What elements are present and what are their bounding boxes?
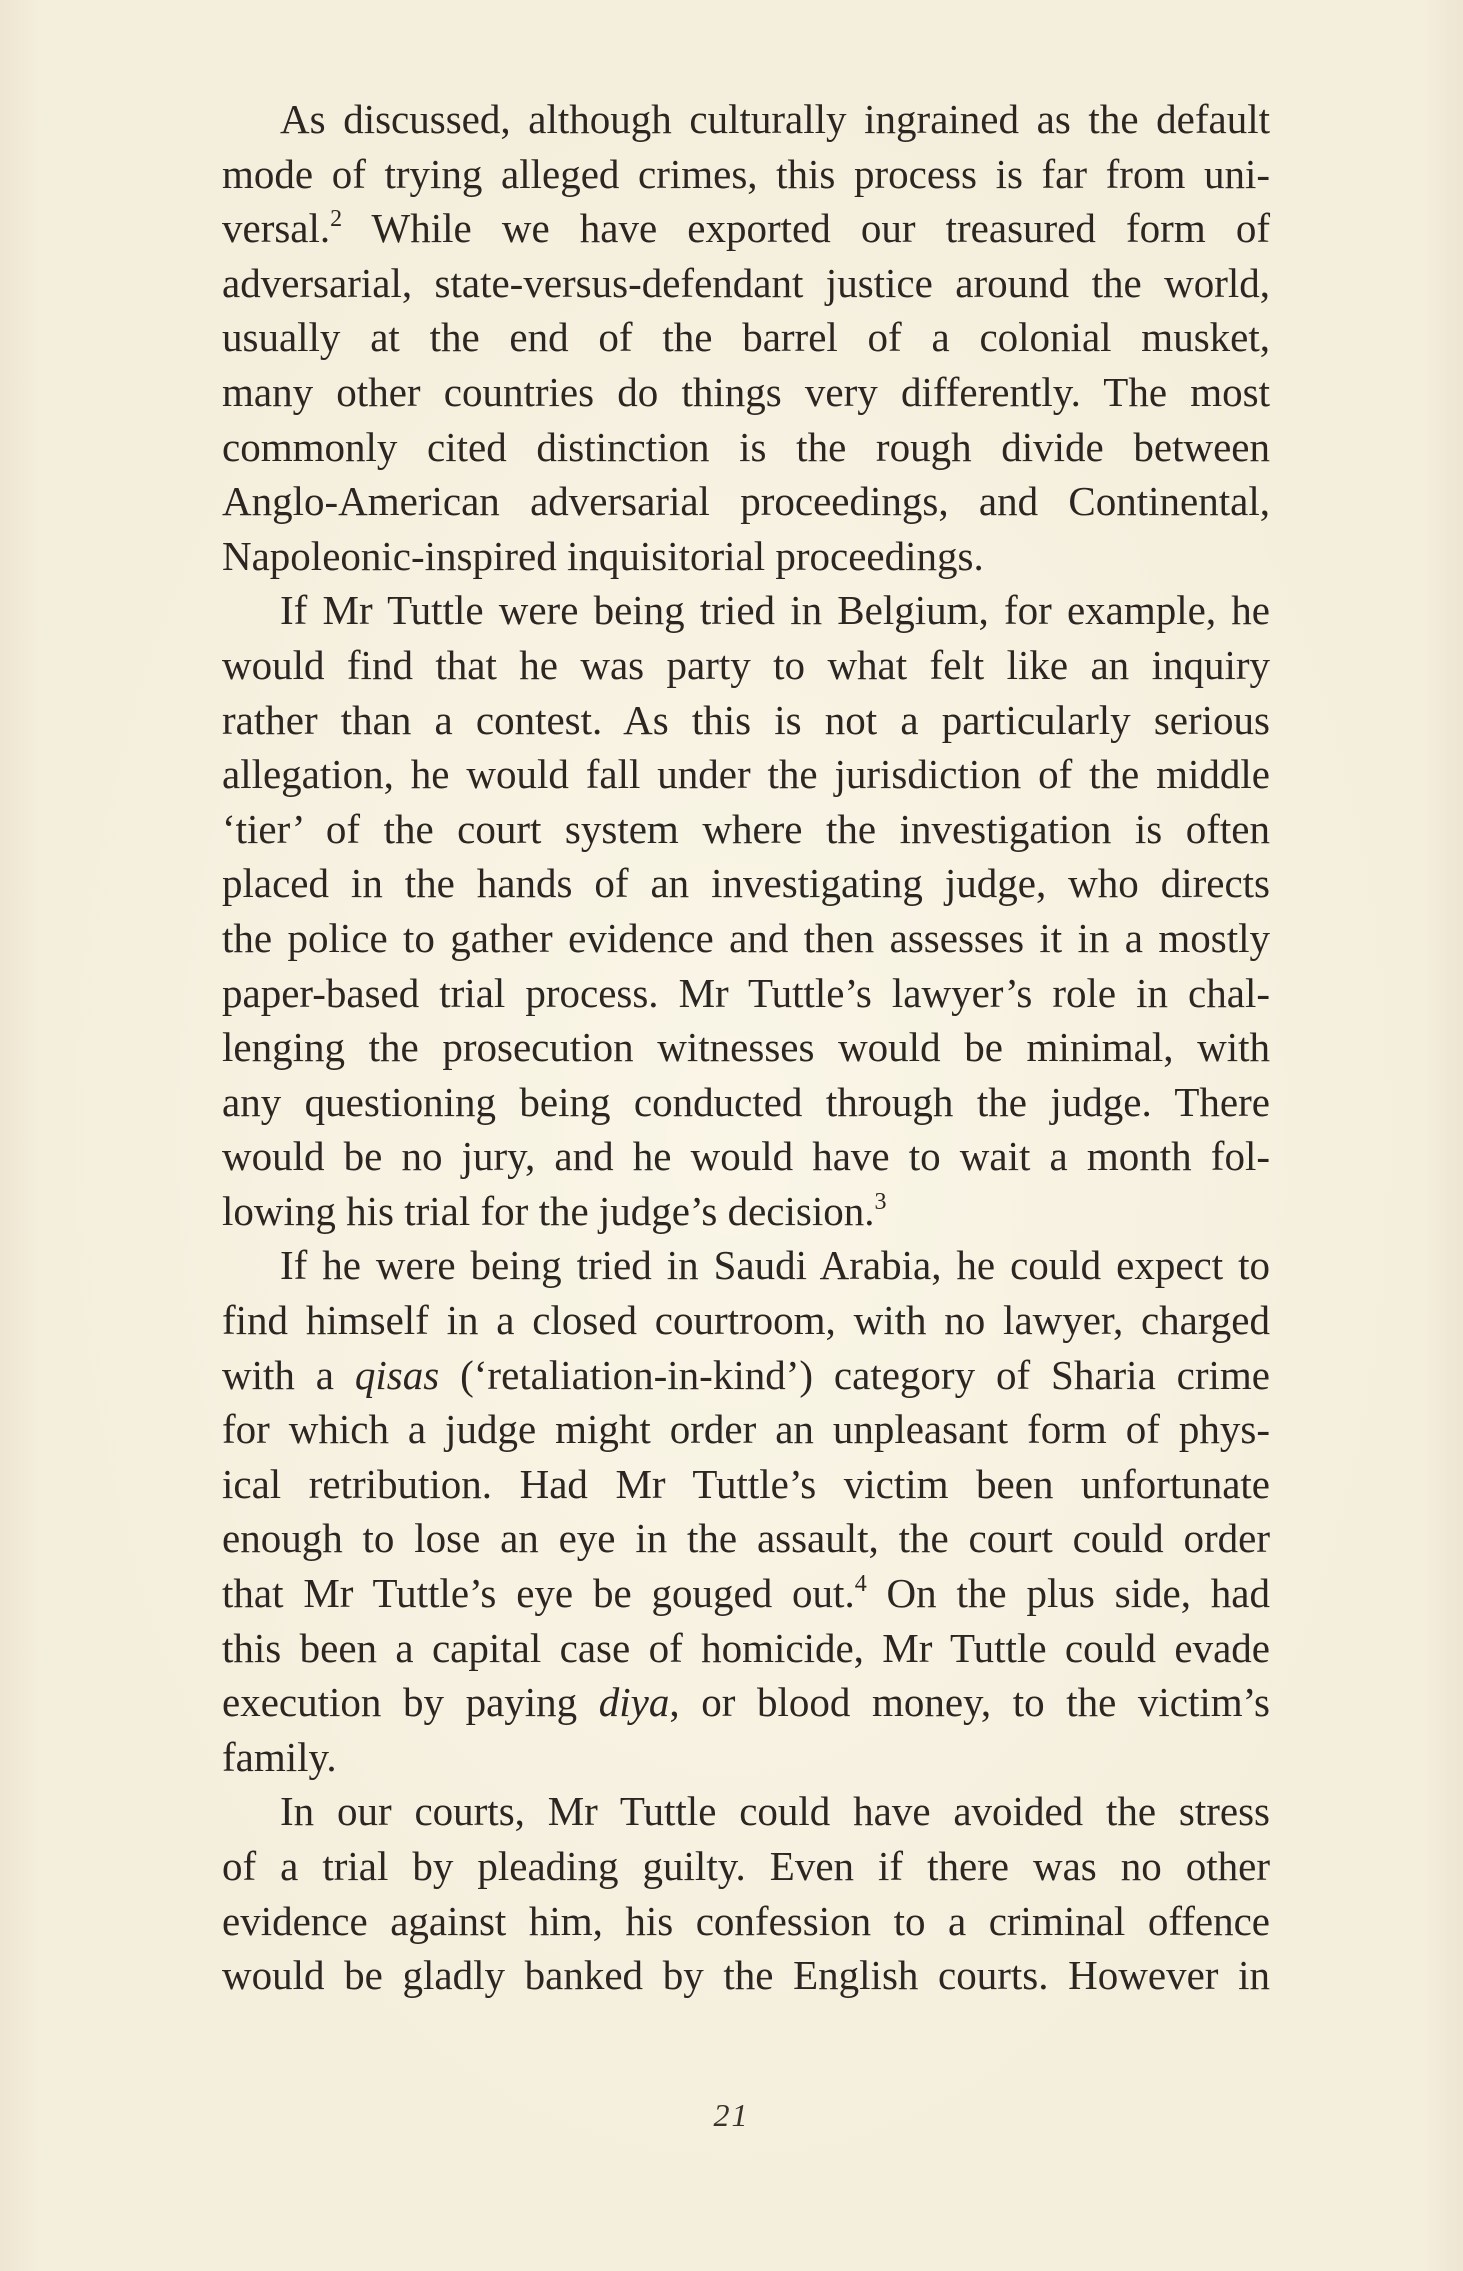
text-fragment: While we have exported our treasured form of	[342, 205, 1270, 252]
text-line: the police to gather evidence and then assesses it in a mostly	[222, 914, 1270, 961]
text-line: find himself in a closed courtroom, with no lawyer, charged	[222, 1297, 1270, 1344]
text-line: If he were being tried in Saudi Arabia, he could expect to	[280, 1242, 1270, 1289]
footnote-marker: 2	[330, 206, 343, 233]
text-line	[164, 1184, 1270, 1239]
text-fragment: that Mr Tuttle’s eye be gouged out.	[222, 1570, 855, 1617]
text-line: adversarial, state-versus-defendant justice around the world,	[222, 259, 1270, 306]
body-text	[164, 92, 1270, 2003]
text-line	[164, 201, 1270, 256]
paragraph-1	[164, 92, 1270, 583]
text-line: placed in the hands of an investigating judge, who directs	[222, 860, 1270, 907]
text-line: would find that he was party to what felt like an inquiry	[222, 641, 1270, 688]
text-line: If Mr Tuttle were being tried in Belgium, for example, he	[280, 587, 1270, 634]
paragraph-4	[164, 1784, 1270, 2002]
text-line: commonly cited distinction is the rough divide between	[222, 423, 1270, 470]
footnote-marker: 3	[874, 1188, 887, 1215]
page-number: 21	[713, 2097, 750, 2133]
text-line: Anglo-American adversarial proceedings, and Continental,	[222, 478, 1270, 525]
text-line: usually at the end of the barrel of a colonial musket,	[222, 314, 1270, 361]
text-line: mode of trying alleged crimes, this process is far from uni-	[222, 150, 1270, 197]
text-line	[164, 1348, 1270, 1403]
text-line: Napoleonic-inspired inquisitorial proceedings.	[222, 532, 984, 579]
italic-term: qisas	[354, 1351, 440, 1398]
text-fragment: lowing his trial for the judge’s decision.	[222, 1187, 875, 1234]
text-line: would be no jury, and he would have to wait a month fol-	[222, 1133, 1270, 1180]
text-line: of a trial by pleading guilty. Even if there was no other	[222, 1843, 1270, 1889]
text-line: allegation, he would fall under the jurisdiction of the middle	[222, 751, 1270, 798]
text-fragment: with a	[222, 1351, 355, 1398]
text-line: evidence against him, his confession to a criminal offence	[222, 1897, 1270, 1944]
text-line	[164, 1675, 1270, 1730]
text-line: paper-based trial process. Mr Tuttle’s lawyer’s role in chal-	[222, 969, 1270, 1016]
text-line: this been a capital case of homicide, Mr Tuttle could evade	[222, 1624, 1270, 1671]
text-line: many other countries do things very differently. The most	[222, 368, 1270, 415]
paragraph-3	[164, 1238, 1270, 1784]
text-line: lenging the prosecution witnesses would be minimal, with	[222, 1024, 1270, 1071]
italic-term: diya	[598, 1679, 670, 1726]
text-line	[164, 1566, 1270, 1621]
text-line: In our courts, Mr Tuttle could have avoided the stress	[280, 1788, 1270, 1835]
footnote-marker: 4	[854, 1571, 867, 1598]
text-fragment: (‘retaliation-in-kind’) category of Sharia crime	[439, 1351, 1270, 1398]
text-fragment: , or blood money, to the victim’s	[669, 1679, 1271, 1726]
text-fragment: execution by paying	[222, 1679, 599, 1726]
text-line: for which a judge might order an unpleasant form of phys-	[222, 1406, 1270, 1453]
text-line: rather than a contest. As this is not a particularly serious	[222, 696, 1270, 743]
text-line: ‘tier’ of the court system where the investigation is often	[222, 805, 1270, 852]
text-line: enough to lose an eye in the assault, the court could order	[222, 1515, 1270, 1562]
text-line: family.	[222, 1733, 337, 1780]
text-fragment: On the plus side, had	[866, 1570, 1270, 1617]
text-line: would be gladly banked by the English courts. However in	[222, 1952, 1270, 1999]
paragraph-2	[164, 583, 1270, 1238]
text-line: ical retribution. Had Mr Tuttle’s victim been unfortunate	[222, 1460, 1270, 1507]
text-fragment: versal.	[222, 205, 331, 252]
text-line: As discussed, although culturally ingrained as the default	[280, 96, 1270, 142]
text-line: any questioning being conducted through the judge. There	[222, 1078, 1270, 1125]
